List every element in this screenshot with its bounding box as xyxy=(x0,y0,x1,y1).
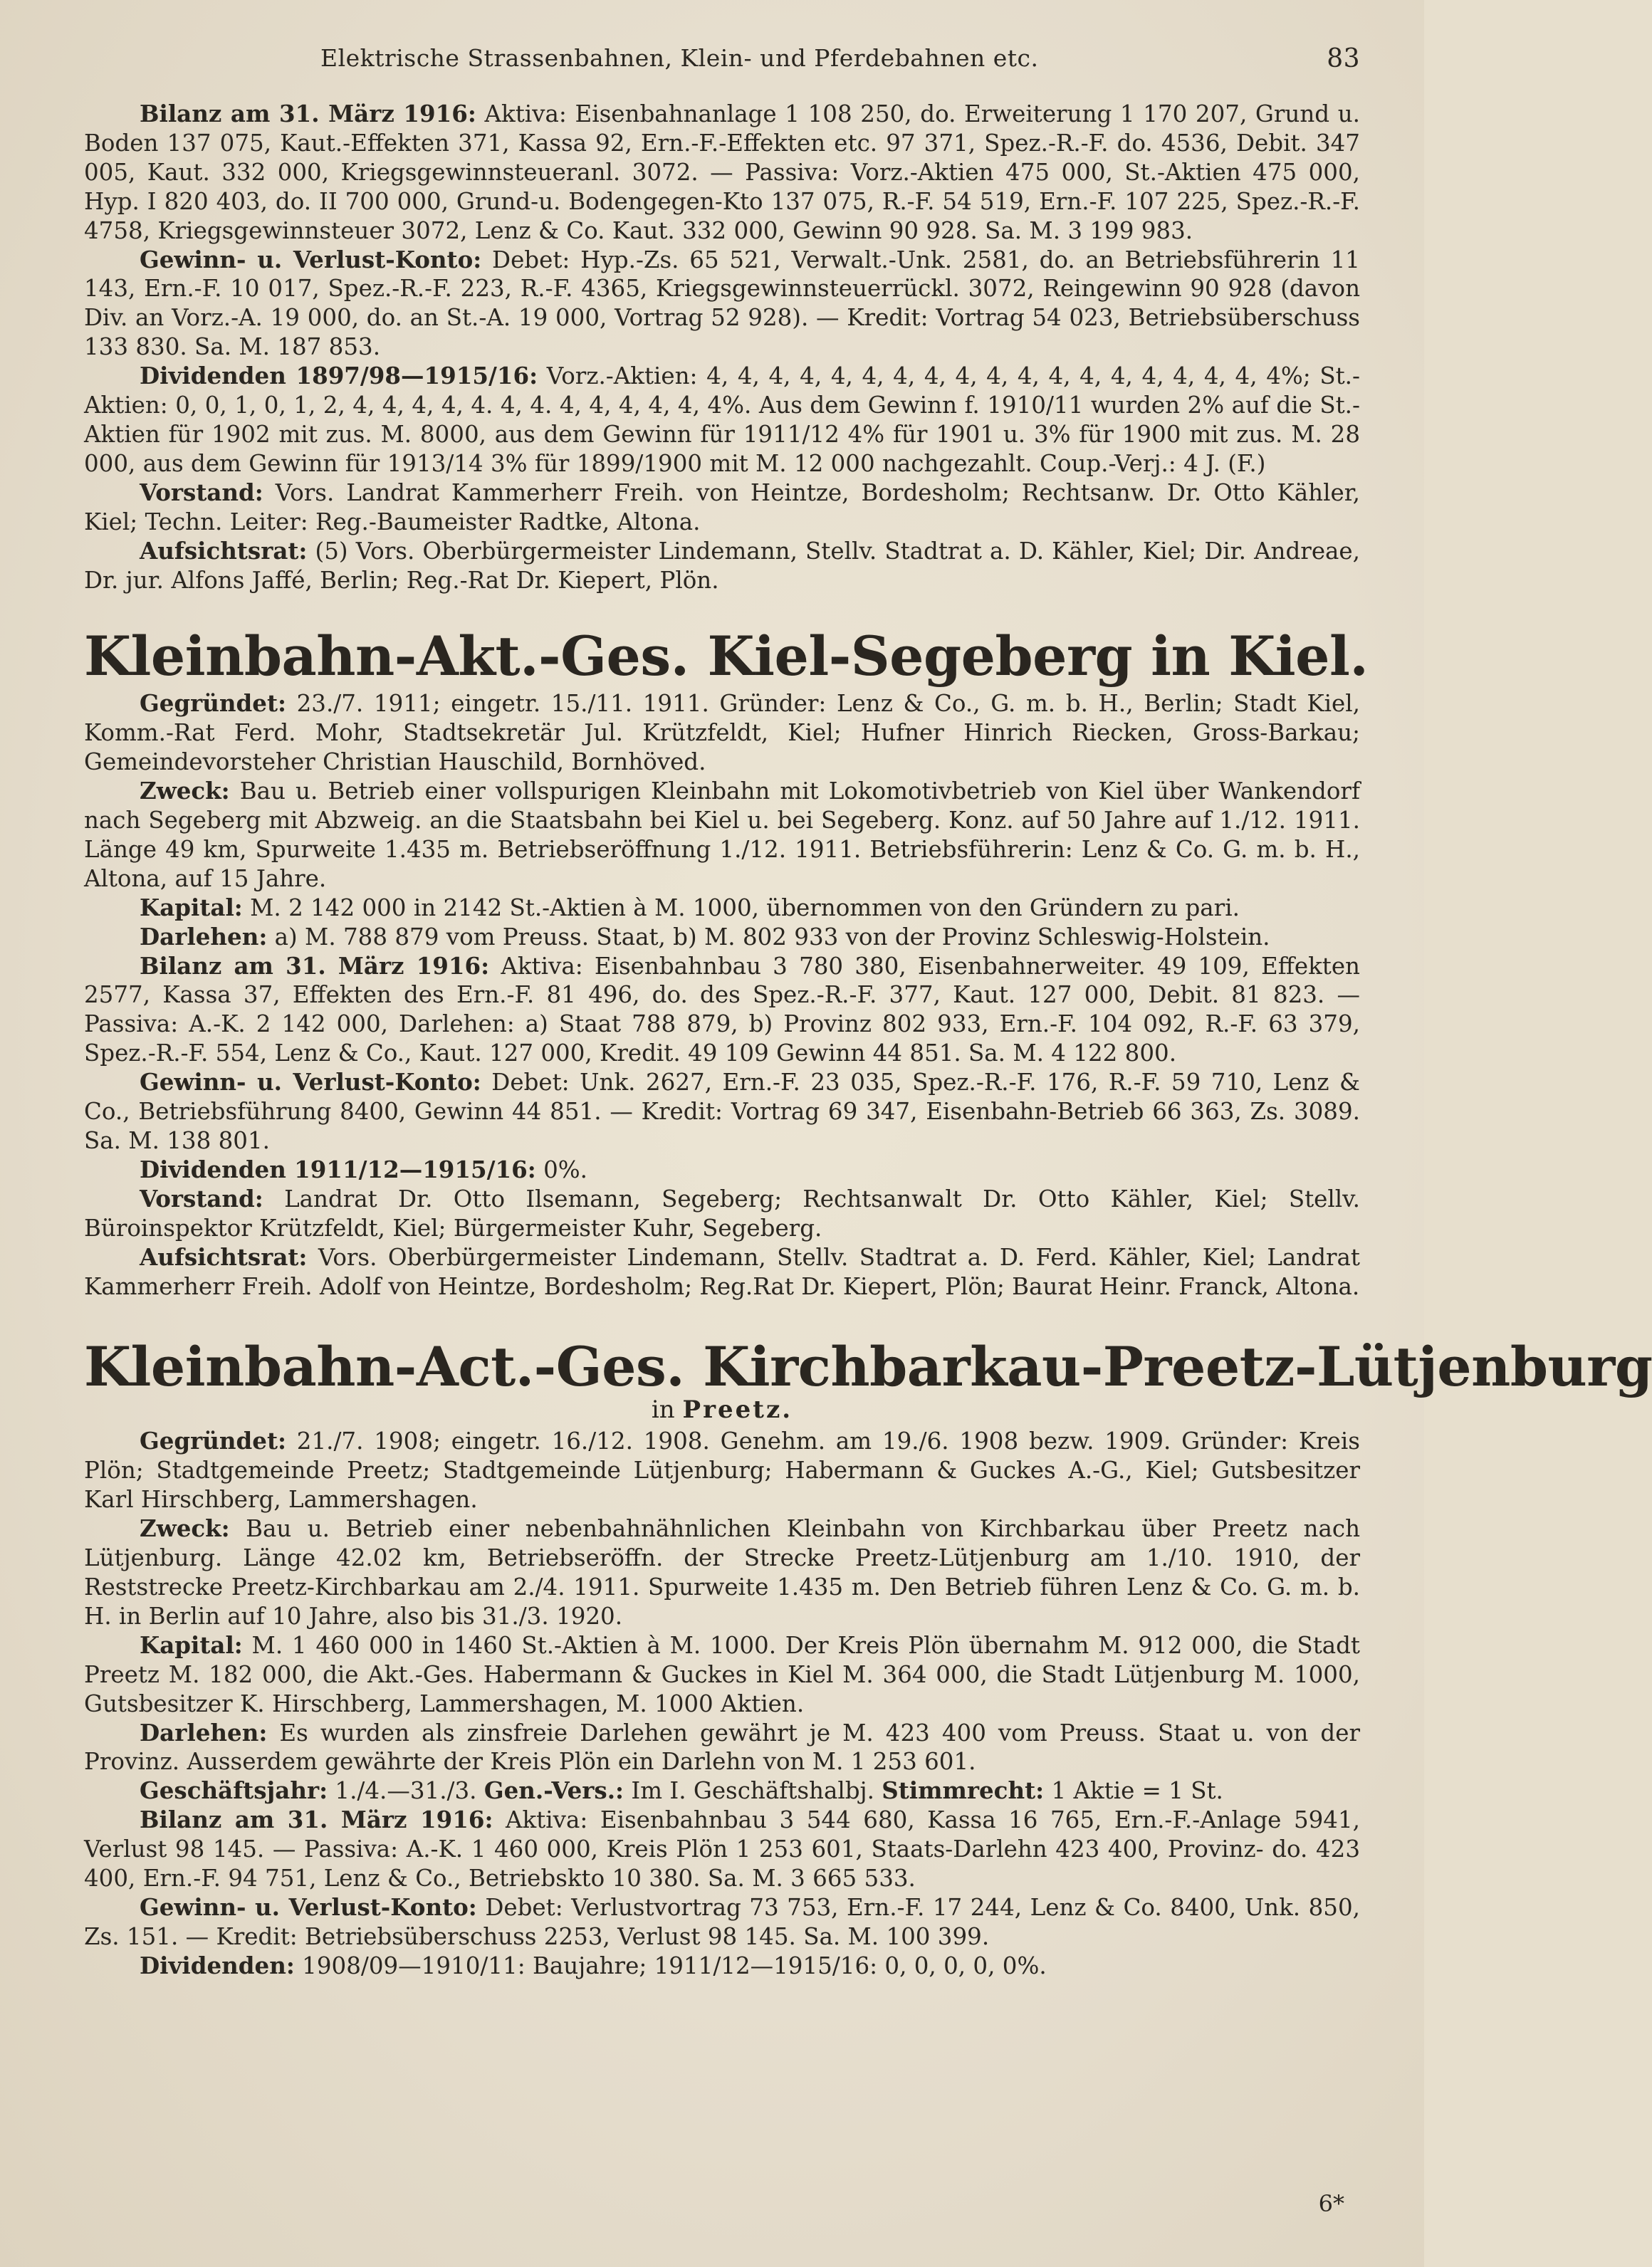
c1-board-paragraph xyxy=(84,1185,1360,1243)
paragraph-text: 0%. xyxy=(543,1156,587,1183)
paragraph-label: Gewinn- u. Verlust-Konto: xyxy=(140,1892,477,1921)
page-body xyxy=(84,100,1652,1981)
top-profit-loss-paragraph xyxy=(84,246,1360,362)
paragraph-text: 23./7. 1911; eingetr. 15./11. 1911. Gründer: Lenz & Co., G. m. b. H., Berlin; Stadt Kiel, Komm.-Rat Ferd. Mohr, Stadtsekretär Jul. Krützfeldt, Kiel; Hufner Hinrich Riecken, Gross-Barkau; Gemeindevorsteher Christian Hauschild, Bornhöved. xyxy=(84,690,1360,776)
paragraph-text: (5) Vors. Oberbürgermeister Lindemann, Stellv. Stadtrat a. D. Kähler, Kiel; Dir. Andreae, Dr. jur. Alfons Jaffé, Berlin; Reg.-Rat Dr. Kiepert, Plön. xyxy=(84,537,1360,594)
paragraph-label: Vorstand: xyxy=(140,478,263,506)
paragraph-text: M. 1 460 000 in 1460 St.-Aktien à M. 1000. Der Kreis Plön übernahm M. 912 000, die Stadt Preetz M. 182 000, die Akt.-Ges. Habermann & Guckes in Kiel M. 364 000, die Stadt Lütjenburg M. 1000, Gutsbesitzer K. Hirschberg, Lammershagen, M. 1000 Aktien. xyxy=(84,1631,1360,1717)
paragraph-text: Debet: Unk. 2627, Ern.-F. 23 035, Spez.-R.-F. 176, R.-F. 59 710, Lenz & Co., Betriebsführung 8400, Gewinn 44 851. — Kredit: Vortrag 69 347, Eisenbahn-Betrieb 66 363, Zs. 3089. Sa. M. 138 801. xyxy=(84,1069,1360,1154)
paragraph-label: Gegründet: xyxy=(140,1427,286,1455)
paragraph-label: Vorstand: xyxy=(140,1184,263,1213)
paragraph-label: Darlehen: xyxy=(140,922,268,951)
paragraph-text: 1908/09—1910/11: Baujahre; 1911/12—1915/16: 0, 0, 0, 0, 0%. xyxy=(302,1952,1047,1979)
paragraph-label: Dividenden 1911/12—1915/16: xyxy=(140,1155,536,1183)
c2-fiscal-year-paragraph xyxy=(84,1776,1360,1806)
c1-purpose-paragraph xyxy=(84,777,1360,894)
paragraph-label: Gewinn- u. Verlust-Konto: xyxy=(140,1068,481,1096)
paragraph-text: Landrat Dr. Otto Ilsemann, Segeberg; Rechtsanwalt Dr. Otto Kähler, Kiel; Stellv. Büroinspektor Krützfeldt, Kiel; Bürgermeister Kuhr, Segeberg. xyxy=(84,1185,1360,1242)
paragraph-text: Bau u. Betrieb einer nebenbahnähnlichen Kleinbahn von Kirchbarkau über Preetz nach Lütjenburg. Länge 42.02 km, Betriebseröffn. der Strecke Preetz-Lütjenburg am 1./10. 1910, der Reststrecke Preetz-Kirchbarkau am 2./4. 1911. Spurweite 1.435 m. Den Betrieb führen Lenz & Co. G. m. b. H. in Berlin auf 10 Jahre, also bis 31./3. 1920. xyxy=(84,1515,1360,1630)
paragraph-text: Vors. Oberbürgermeister Lindemann, Stellv. Stadtrat a. D. Ferd. Kähler, Kiel; Landrat Kammerherr Freih. Adolf von Heintze, Bordesholm; Reg.Rat Dr. Kiepert, Plön; Baurat Heinr. Franck, Altona. xyxy=(84,1243,1360,1300)
top-dividends-paragraph xyxy=(84,362,1360,478)
c2-profit-loss-paragraph xyxy=(84,1893,1360,1952)
paragraph-text: Es wurden als zinsfreie Darlehen gewährt je M. 423 400 vom Preuss. Staat u. von der Provinz. Ausserdem gewährte der Kreis Plön ein Darlehn von M. 1 253 601. xyxy=(84,1719,1360,1776)
paragraph-text: 1 Aktie = 1 St. xyxy=(1051,1777,1223,1805)
paragraph-label: Zweck: xyxy=(140,777,230,805)
paragraph-text: Debet: Verlustvortrag 73 753, Ern.-F. 17 244, Lenz & Co. 8400, Unk. 850, Zs. 151. — Kredit: Betriebsüberschuss 2253, Verlust 98 145. Sa. M. 100 399. xyxy=(84,1893,1360,1950)
running-title: Elektrische Strassenbahnen, Klein- und Pferdebahnen etc. xyxy=(320,44,1039,72)
c2-purpose-paragraph xyxy=(84,1514,1360,1631)
c2-loans-paragraph xyxy=(84,1719,1360,1777)
c1-balance-paragraph xyxy=(84,952,1360,1069)
paragraph-label: Kapital: xyxy=(140,1630,243,1659)
paragraph-label: Aufsichtsrat: xyxy=(140,1242,308,1271)
paragraph-text: Debet: Hyp.-Zs. 65 521, Verwalt.-Unk. 2581, do. an Betriebsführerin 11 143, Ern.-F. 10 017, Spez.-R.-F. 223, R.-F. 4365, Kriegsgewinnsteuerrückl. 3072, Reingewinn 90 928 (davon Div. an Vorz.-A. 19 000, do. an St.-A. 19 000, Vortrag 52 928). — Kredit: Vortrag 54 023, Betriebsüberschuss 133 830. Sa. M. 187 853. xyxy=(84,246,1360,361)
company-heading-kirchbarkau-preetz: Kleinbahn-Act.-Ges. Kirchbarkau-Preetz-Lütjenburg xyxy=(84,1335,1652,1399)
paragraph-text: 1./4.—31./3. xyxy=(335,1777,477,1805)
paragraph-label: Gegründet: xyxy=(140,689,286,718)
c2-founded-paragraph xyxy=(84,1427,1360,1514)
top-supervisory-paragraph xyxy=(84,537,1360,595)
paragraph-label: Geschäftsjahr: xyxy=(140,1776,328,1805)
c1-founded-paragraph xyxy=(84,689,1360,777)
c2-dividends-paragraph xyxy=(84,1952,1360,1981)
subtitle-prefix: in xyxy=(651,1396,675,1425)
paragraph-text: Vors. Landrat Kammerherr Freih. von Heintze, Bordesholm; Rechtsanw. Dr. Otto Kähler, Kiel; Techn. Leiter: Reg.-Baumeister Radtke, Altona. xyxy=(84,478,1360,535)
paragraph-label: Bilanz am 31. März 1916: xyxy=(140,1806,493,1834)
c1-profit-loss-paragraph xyxy=(84,1068,1360,1156)
c1-supervisory-paragraph xyxy=(84,1243,1360,1302)
paragraph-text: Aktiva: Eisenbahnbau 3 780 380, Eisenbahnerweiter. 49 109, Effekten 2577, Kassa 37, Effekten des Ern.-F. 81 496, do. des Spez.-R.-F. 377, Kaut. 127 000, Debit. 81 823. — Passiva: A.-K. 2 142 000, Darlehen: a) Staat 788 879, b) Provinz 802 933, Ern.-F. 104 092, R.-F. 63 379, Spez.-R.-F. 554, Lenz & Co., Kaut. 127 000, Kredit. 49 109 Gewinn 44 851. Sa. M. 4 122 800. xyxy=(84,952,1360,1067)
signature-mark: 6* xyxy=(1318,2190,1344,2217)
paragraph-text: Im I. Geschäftshalbj. xyxy=(631,1777,874,1805)
c2-balance-paragraph xyxy=(84,1806,1360,1893)
c1-loans-paragraph xyxy=(84,923,1360,952)
paragraph-text: 21./7. 1908; eingetr. 16./12. 1908. Genehm. am 19./6. 1908 bezw. 1909. Gründer: Kreis Plön; Stadtgemeinde Preetz; Stadtgemeinde Lütjenburg; Habermann & Guckes A.-G., Kiel; Gutsbesitzer Karl Hirschberg, Lammershagen. xyxy=(84,1428,1360,1514)
c1-dividends-paragraph xyxy=(84,1156,1360,1185)
c2-capital-paragraph xyxy=(84,1631,1360,1719)
paragraph-text: M. 2 142 000 in 2142 St.-Aktien à M. 1000, übernommen von den Gründern zu pari. xyxy=(250,894,1240,921)
paragraph-label: Dividenden 1897/98—1915/16: xyxy=(140,362,538,390)
paragraph-text: Aktiva: Eisenbahnbau 3 544 680, Kassa 16 765, Ern.-F.-Anlage 5941, Verlust 98 145. — Passiva: A.-K. 1 460 000, Kreis Plön 1 253 601, Staats-Darlehn 423 400, Provinz- do. 423 400, Ern.-F. 94 751, Lenz & Co., Betriebskto 10 380. Sa. M. 3 665 533. xyxy=(84,1806,1360,1892)
paragraph-label: Dividenden: xyxy=(140,1951,295,1979)
page-number: 83 xyxy=(1327,44,1360,73)
paragraph-text: Bau u. Betrieb einer vollspurigen Kleinbahn mit Lokomotivbetrieb von Kiel über Wankendorf nach Segeberg mit Abzweig. an die Staatsbahn bei Kiel u. bei Segeberg. Konz. auf 50 Jahre auf 1./12. 1911. Länge 49 km, Spurweite 1.435 m. Betriebseröffnung 1./12. 1911. Betriebsführerin: Lenz & Co. G. m. b. H., Altona, auf 15 Jahre. xyxy=(84,778,1360,892)
top-balance-paragraph xyxy=(84,100,1360,246)
paragraph-text: Vorz.-Aktien: 4, 4, 4, 4, 4, 4, 4, 4, 4, 4, 4, 4, 4, 4, 4, 4, 4, 4, 4%; St.-Aktien: 0, 0, 1, 0, 1, 2, 4, 4, 4, 4, 4. 4, 4. 4, 4, 4, 4, 4, 4%. Aus dem Gewinn f. 1910/11 wurden 2% auf die St.-Aktien für 1902 mit zus. M. 8000, aus dem Gewinn für 1911/12 4% für 1901 u. 3% für 1900 mit zus. M. 28 000, aus dem Gewinn für 1913/14 3% für 1899/1900 mit M. 12 000 nachgezahlt. Coup.-Verj.: 4 J. (F.) xyxy=(84,362,1360,477)
paragraph-label: Bilanz am 31. März 1916: xyxy=(140,951,490,980)
company-heading-kiel-segeberg: Kleinbahn-Akt.-Ges. Kiel-Segeberg in Kiel. xyxy=(84,624,1369,689)
company-subheading xyxy=(84,1396,1360,1424)
paragraph-text: a) M. 788 879 vom Preuss. Staat, b) M. 802 933 von der Provinz Schleswig-Holstein. xyxy=(274,923,1270,951)
paragraph-label: Zweck: xyxy=(140,1514,230,1543)
running-header xyxy=(78,44,1360,87)
paragraph-label: Gewinn- u. Verlust-Konto: xyxy=(140,245,482,273)
top-board-paragraph xyxy=(84,478,1360,537)
paragraph-label: Stimmrecht: xyxy=(882,1776,1045,1805)
paragraph-label: Bilanz am 31. März 1916: xyxy=(140,100,476,127)
c1-capital-paragraph xyxy=(84,894,1360,923)
paragraph-label: Gen.-Vers.: xyxy=(483,1776,624,1805)
paragraph-label: Kapital: xyxy=(140,893,243,921)
paragraph-label: Aufsichtsrat: xyxy=(140,536,308,565)
paragraph-label: Darlehen: xyxy=(140,1718,268,1747)
paragraph-text: Aktiva: Eisenbahnanlage 1 108 250, do. Erweiterung 1 170 207, Grund u. Boden 137 075, Kaut.-Effekten 371, Kassa 92, Ern.-F.-Effekten etc. 97 371, Spez.-R.-F. do. 4536, Debit. 347 005, Kaut. 332 000, Kriegsgewinnsteueranl. 3072. — Passiva: Vorz.-Aktien 475 000, St.-Aktien 475 000, Hyp. I 820 403, do. II 700 000, Grund-u. Bodengegen-Kto 137 075, R.-F. 54 519, Ern.-F. 107 225, Spez.-R.-F. 4758, Kriegsgewinnsteuer 3072, Lenz & Co. Kaut. 332 000, Gewinn 90 928. Sa. M. 3 199 983. xyxy=(84,100,1360,244)
subtitle-city: Preetz. xyxy=(682,1396,793,1425)
